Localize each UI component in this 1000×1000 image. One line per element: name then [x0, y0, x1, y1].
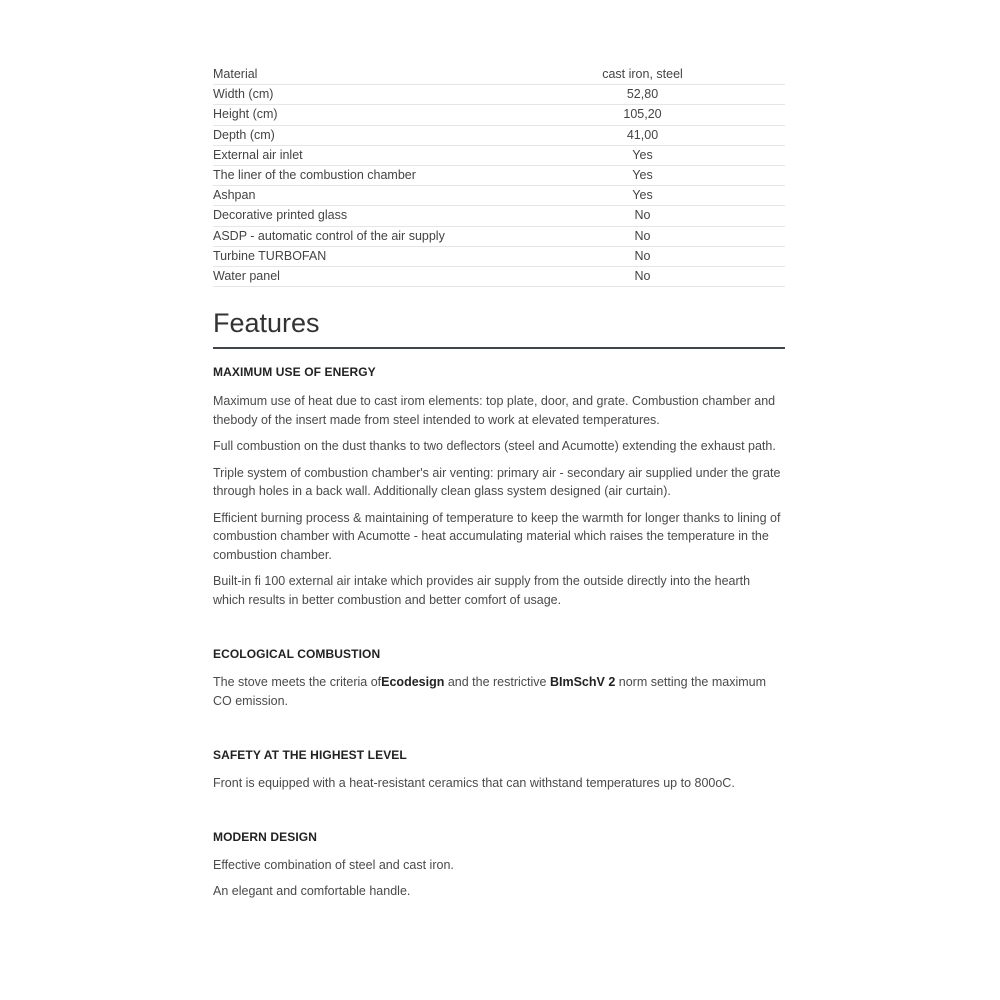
spec-value: 105,20	[500, 105, 785, 125]
table-row	[213, 145, 785, 165]
spec-value: cast iron, steel	[500, 65, 785, 85]
section-ecological	[213, 646, 785, 710]
table-row	[213, 85, 785, 105]
section-title: ECOLOGICAL COMBUSTION	[213, 647, 381, 662]
bimschv-bold: BImSchV 2	[549, 675, 616, 690]
paragraph: Built-in fi 100 external air intake which provides air supply from the outside directly into the hearth which results in better combustion and better comfort of usage.	[213, 574, 751, 607]
table-row	[213, 65, 785, 85]
table-row	[213, 186, 785, 206]
paragraph	[213, 673, 785, 710]
spec-label: Height (cm)	[213, 105, 500, 125]
table-row	[213, 266, 785, 286]
spec-label: The liner of the combustion chamber	[213, 165, 500, 185]
section-safety	[213, 747, 785, 793]
spec-value: No	[500, 266, 785, 286]
table-row	[213, 246, 785, 266]
specification-table	[213, 65, 785, 287]
spec-label: Turbine TURBOFAN	[213, 246, 500, 266]
paragraph: Maximum use of heat due to cast irom elements: top plate, door, and grate. Combustion chamber and thebody of the insert made from steel intended to work at elevated temperatures.	[213, 394, 776, 427]
spec-value: 41,00	[500, 125, 785, 145]
spec-value: No	[500, 226, 785, 246]
text-fragment: norm setting the maximum CO emission.	[213, 675, 767, 708]
section-title: MODERN DESIGN	[213, 829, 317, 844]
spec-label: Width (cm)	[213, 85, 500, 105]
spec-value: Yes	[500, 186, 785, 206]
table-row	[213, 105, 785, 125]
spec-value: No	[500, 206, 785, 226]
spec-label: ASDP - automatic control of the air supply	[213, 226, 500, 246]
spec-value: No	[500, 246, 785, 266]
paragraph: Front is equipped with a heat-resistant ceramics that can withstand temperatures up to 800oC.	[213, 776, 735, 791]
paragraph: Efficient burning process & maintaining of temperature to keep the warmth for longer thanks to lining of combustion chamber with Acumotte - heat accumulating material which raises the temperature in the combustion chamber.	[213, 510, 781, 562]
spec-label: Water panel	[213, 266, 500, 286]
text-fragment: and the restrictive	[444, 675, 550, 690]
section-design	[213, 829, 785, 901]
paragraph: Triple system of combustion chamber's air venting: primary air - secondary air supplied under the grate through holes in a back wall. Additionally clean glass system designed (air curtain).	[213, 465, 781, 499]
spec-label: Decorative printed glass	[213, 206, 500, 226]
table-row	[213, 125, 785, 145]
spec-value: Yes	[500, 145, 785, 165]
section-title: MAXIMUM USE OF ENERGY	[213, 365, 376, 380]
spec-value: 52,80	[500, 85, 785, 105]
paragraph: Full combustion on the dust thanks to two deflectors (steel and Acumotte) extending the exhaust path.	[213, 439, 776, 454]
features-heading: Features	[213, 305, 785, 349]
spec-label: Depth (cm)	[213, 125, 500, 145]
spec-label: Ashpan	[213, 186, 500, 206]
spec-label: External air inlet	[213, 145, 500, 165]
paragraph: An elegant and comfortable handle.	[213, 884, 411, 899]
section-title: SAFETY AT THE HIGHEST LEVEL	[213, 748, 407, 763]
ecodesign-bold: Ecodesign	[381, 675, 445, 690]
paragraph: Effective combination of steel and cast iron.	[213, 857, 454, 872]
table-row	[213, 165, 785, 185]
spec-label: Material	[213, 65, 500, 85]
table-row	[213, 226, 785, 246]
table-row	[213, 206, 785, 226]
spec-value: Yes	[500, 165, 785, 185]
product-details	[213, 65, 785, 901]
section-energy	[213, 364, 785, 609]
text-fragment: The stove meets the criteria of	[213, 675, 382, 690]
